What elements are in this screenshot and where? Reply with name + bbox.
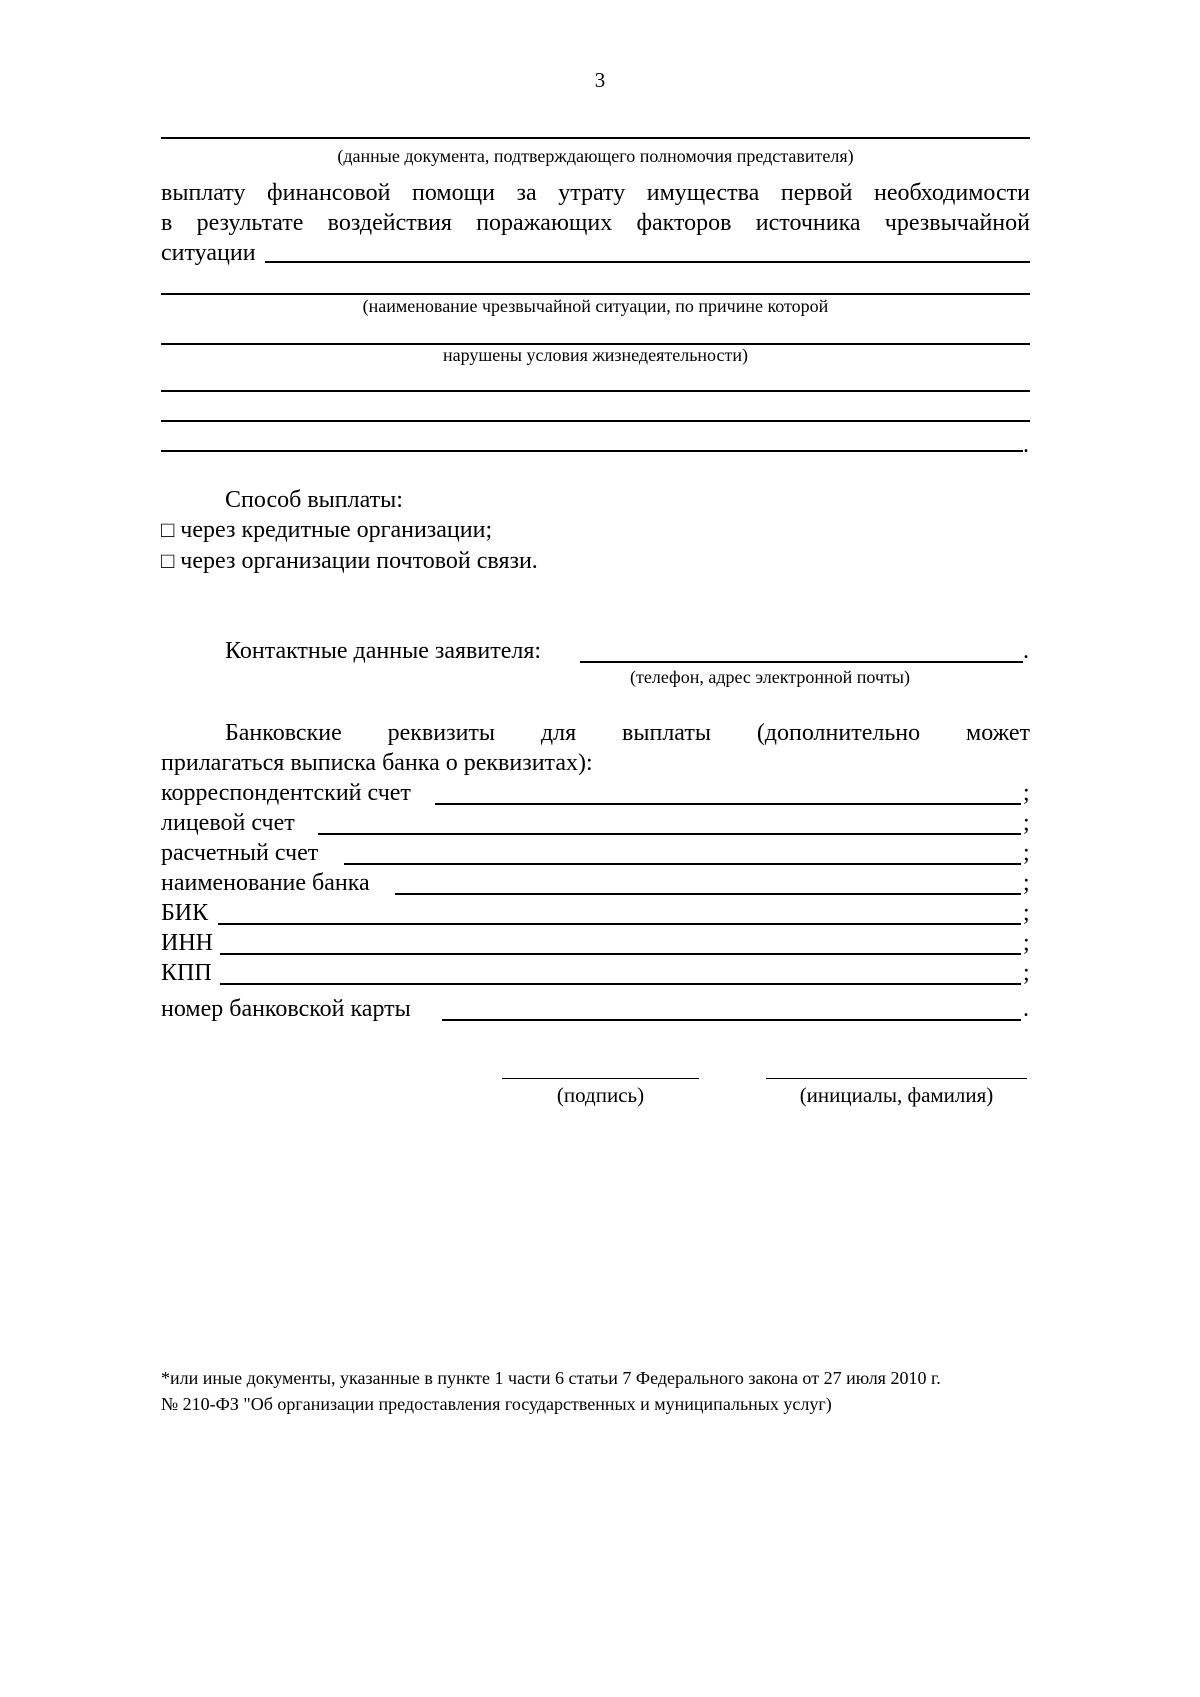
paragraph-line-3: ситуации xyxy=(161,240,256,266)
bank-intro-word: выплаты xyxy=(622,720,711,746)
request-paragraph xyxy=(161,180,1030,266)
field-end: ; xyxy=(1023,930,1030,956)
paragraph-line-1: выплату финансовой помощи за утрату имущества первой необходимости xyxy=(161,180,1030,206)
field-label-bank-name: наименование банка xyxy=(161,870,370,896)
contacts-caption: (телефон, адрес электронной почты) xyxy=(630,667,910,687)
payment-option-bank-label: через кредитные организации; xyxy=(180,517,493,543)
payment-option-post-label: через организации почтовой связи. xyxy=(180,548,538,574)
emergency-field-line-1[interactable] xyxy=(265,261,1030,263)
bank-intro-word: может xyxy=(966,720,1030,746)
signature-caption: (подпись) xyxy=(556,1083,645,1107)
bank-intro-word: (дополнительно xyxy=(756,720,921,746)
bank-intro-line-1 xyxy=(225,720,1030,746)
field-settlement-account[interactable] xyxy=(344,863,1021,865)
field-label-personal-account: лицевой счет xyxy=(161,810,295,836)
name-line[interactable] xyxy=(766,1078,1027,1079)
bank-intro-line-2: прилагаться выписка банка о реквизитах): xyxy=(161,750,593,776)
checkbox-icon[interactable]: □ xyxy=(161,517,175,542)
payment-method-title: Способ выплаты: xyxy=(225,487,403,513)
emergency-caption-1: (наименование чрезвычайной ситуации, по причине которой xyxy=(362,296,829,316)
field-label-settlement-account: расчетный счет xyxy=(161,840,319,866)
name-caption: (инициалы, фамилия) xyxy=(799,1083,994,1107)
payment-option-post[interactable] xyxy=(161,548,538,574)
emergency-field-line-4[interactable] xyxy=(161,390,1030,392)
field-label-bik: БИК xyxy=(161,900,209,926)
emergency-end-period: . xyxy=(1023,432,1029,458)
representative-doc-line xyxy=(161,137,1030,139)
page-number: 3 xyxy=(594,68,606,92)
field-end: ; xyxy=(1023,960,1030,986)
field-kpp[interactable] xyxy=(220,983,1021,985)
emergency-field-line-6[interactable] xyxy=(161,450,1023,452)
contacts-field[interactable] xyxy=(580,661,1023,663)
field-end: ; xyxy=(1023,900,1030,926)
field-personal-account[interactable] xyxy=(318,833,1021,835)
contacts-label: Контактные данные заявителя: xyxy=(225,638,542,664)
representative-doc-caption: (данные документа, подтверждающего полномочия представителя) xyxy=(337,146,854,166)
bank-intro-word: Банковские xyxy=(225,720,342,746)
field-corr-account[interactable] xyxy=(435,803,1021,805)
field-end: . xyxy=(1023,996,1029,1022)
field-end: ; xyxy=(1023,870,1030,896)
emergency-caption-2: нарушены условия жизнедеятельности) xyxy=(443,345,748,365)
paragraph-line-2: в результате воздействия поражающих факторов источника чрезвычайной xyxy=(161,210,1030,236)
field-end: ; xyxy=(1023,780,1030,806)
field-label-kpp: КПП xyxy=(161,960,212,986)
bank-intro-word: для xyxy=(540,720,577,746)
field-card-number[interactable] xyxy=(442,1019,1021,1021)
field-inn[interactable] xyxy=(220,953,1021,955)
bank-intro-word: реквизиты xyxy=(387,720,496,746)
field-bank-name[interactable] xyxy=(395,893,1021,895)
field-label-card-number: номер банковской карты xyxy=(161,996,411,1022)
footnote-line-1: *или иные документы, указанные в пункте 1 части 6 статьи 7 Федерального закона от 27 июля 2010 г. xyxy=(161,1368,941,1388)
signature-line[interactable] xyxy=(502,1078,699,1079)
contacts-end: . xyxy=(1023,638,1029,664)
emergency-field-line-5[interactable] xyxy=(161,420,1030,422)
payment-option-bank[interactable] xyxy=(161,517,492,543)
field-label-corr-account: корреспондентский счет xyxy=(161,780,411,806)
footnote-line-2: № 210-ФЗ "Об организации предоставления государственных и муниципальных услуг) xyxy=(161,1394,832,1414)
field-end: ; xyxy=(1023,840,1030,866)
checkbox-icon[interactable]: □ xyxy=(161,548,175,573)
field-bik[interactable] xyxy=(218,923,1021,925)
field-end: ; xyxy=(1023,810,1030,836)
field-label-inn: ИНН xyxy=(161,930,213,956)
